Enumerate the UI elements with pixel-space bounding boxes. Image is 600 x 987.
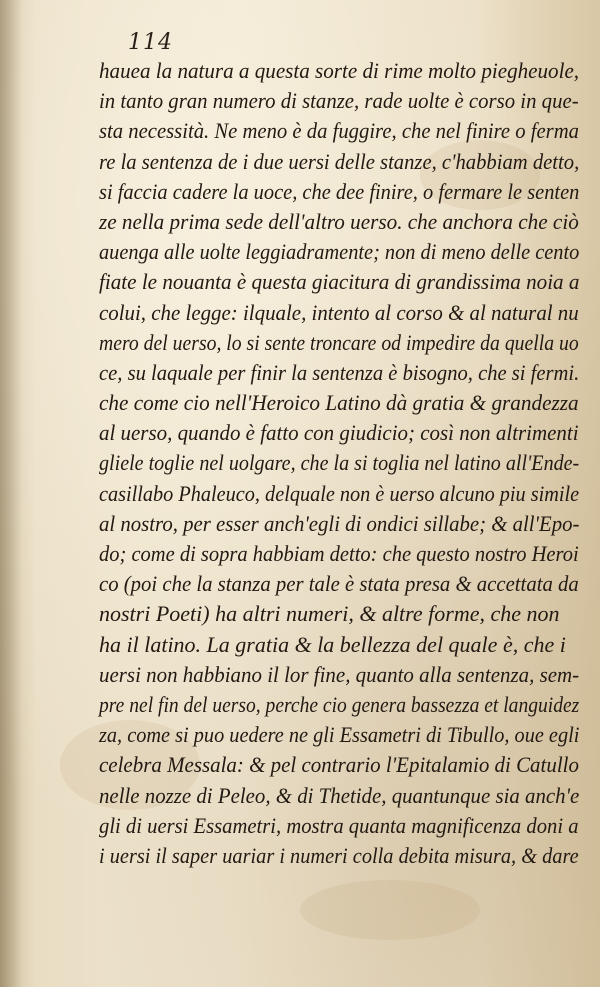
- text-line: uersi non habbiano il lor fine, quanto alla sentenza, sem-: [99, 661, 580, 687]
- text-line: co (poi che la stanza per tale è stata presa & accettata da: [99, 571, 579, 597]
- text-line: si faccia cadere la uoce, che dee finire, o fermare le senten: [99, 178, 580, 204]
- text-line: al nostro, per esser anch'egli di ondici sillabe; & all'Epo-: [99, 510, 580, 536]
- text-line: auenga alle uolte leggiadramente; non di meno delle cento: [99, 239, 580, 265]
- text-line: mero del uerso, lo si sente troncare od impedire da quella uo: [99, 329, 579, 355]
- text-line: ce, su laquale per finir la sentenza è bisogno, che si fermi.: [99, 359, 580, 385]
- page-number: 114: [128, 30, 173, 55]
- text-line: gli di uersi Essametri, mostra quanta magnificenza doni a: [99, 812, 579, 838]
- body-text: [99, 56, 579, 871]
- text-line: ha il latino. La gratia & la bellezza del quale è, che i: [99, 631, 566, 657]
- text-line: re la sentenza de i due uersi delle stanze, c'habbiam detto,: [99, 148, 580, 174]
- text-line: do; come di sopra habbiam detto: che questo nostro Heroi: [99, 541, 579, 566]
- text-line: nelle nozze di Peleo, & di Thetide, quantunque sia anch'e: [99, 782, 580, 808]
- text-line: fiate le nouanta è questa giacitura di grandissima noia a: [99, 269, 580, 295]
- text-line: nostri Poeti) ha altri numeri, & altre forme, che non: [99, 601, 560, 627]
- text-line: hauea la natura a questa sorte di rime molto piegheuole,: [99, 58, 580, 83]
- gutter-shadow: [0, 0, 22, 987]
- text-line: gliele toglie nel uolgare, che la si toglia nel latino all'Ende-: [99, 450, 580, 476]
- paper-stain: [300, 880, 480, 940]
- text-line: in tanto gran numero di stanze, rade uolte è corso in que-: [99, 88, 579, 114]
- text-line: colui, che legge: ilquale, intento al corso & al natural nu: [99, 299, 579, 325]
- text-line: ze nella prima sede dell'altro uerso. che anchora che ciò: [99, 208, 579, 234]
- text-line: pre nel fin del uerso, perche cio genera bassezza et languidez: [99, 691, 580, 717]
- text-line: che come cio nell'Heroico Latino dà gratia & grandezza: [99, 390, 579, 416]
- text-line: za, come si puo uedere ne gli Essametri di Tibullo, oue egli: [99, 722, 580, 748]
- text-line: sta necessità. Ne meno è da fuggire, che nel finire o ferma: [99, 118, 579, 144]
- text-line: celebra Messala: & pel contrario l'Epitalamio di Catullo: [99, 752, 579, 778]
- text-line: casillabo Phaleuco, delquale non è uerso alcuno piu simile: [99, 480, 580, 506]
- text-line: al uerso, quando è fatto con giudicio; così non altrimenti: [99, 420, 579, 446]
- text-line: i uersi il saper uariar i numeri colla debita misura, & dare: [99, 842, 579, 868]
